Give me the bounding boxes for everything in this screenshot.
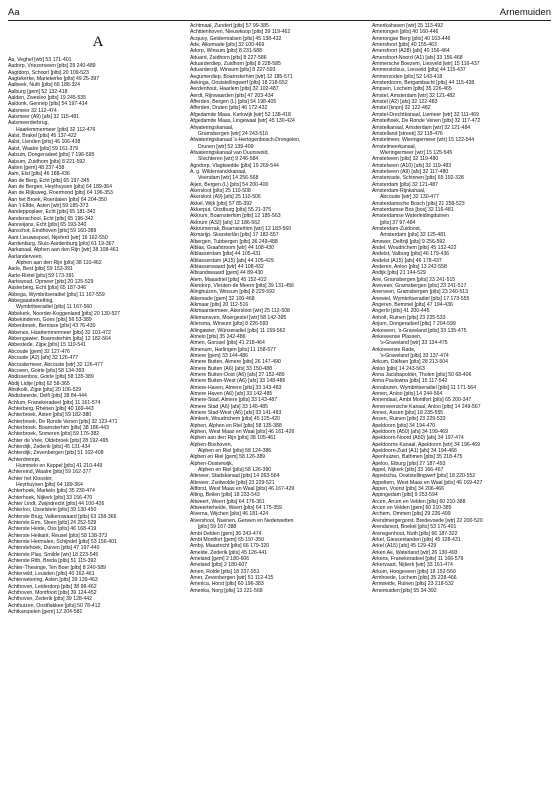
- index-entry: 's-Graveland [wtr] 33 134-475: [380, 340, 448, 347]
- index-entry: Arkum, Hoogeveen [plts] 18 152-560: [372, 568, 456, 575]
- index-entry: Ammerzoden [plts] 52 143-418: [372, 73, 443, 80]
- index-entry: Almere Buiten-West (A6) [afs] 33 148-486: [190, 378, 286, 385]
- index-entry: Alblas, Graafstroom [wtr] 44 108-430: [190, 245, 275, 252]
- index-entry: Aan de Rijksweg, Roermond [plts] 64 196-353: [8, 190, 113, 197]
- index-entry: Almere Buiten, Almere [plts] 26 147-490: [190, 359, 281, 366]
- index-entry: 's-Graveland [plts] 33 137-474: [380, 352, 449, 359]
- index-entry: Achttienhoven, Nieuwkoop [plts] 39 119-462: [190, 29, 291, 36]
- index-entry: Alkmaar [plts] 20 112-516: [190, 302, 249, 309]
- index-entry: Afgedamde Maas, Lingewaal [wtr] 45 130-424: [190, 118, 295, 125]
- index-entry: Alting, Beilen [plts] 18 233-543: [190, 492, 260, 499]
- index-entry: Achterloo, IJsselstein [plts] 39 130-450: [8, 507, 97, 514]
- index-entry: Amen, Rolde [plts] 18 237-551: [190, 568, 260, 575]
- index-entry: Achterste Hermalen, Schijndel [plts] 53 156-401: [8, 539, 117, 546]
- index-entry: Ansen, Ruinen [plts] 23 229-533: [372, 416, 446, 423]
- index-entry: Armhoede, Lochem [plts] 35 228-466: [372, 574, 457, 581]
- index-entry: Abdisbeerde, Delfi [plts] 38 84-444: [8, 393, 87, 400]
- index-entry: Aalbeek, Nuth [plts] 66 188-324: [8, 82, 81, 89]
- index-entry: Alphen, Alphen en Riel [plts] 58 135-388: [190, 422, 282, 429]
- index-entry: Aaldonk, Gennep [plts] 54 197-414: [8, 101, 88, 108]
- index-entry: Achterbroek, Asten [plts] 59 182-380: [8, 412, 92, 419]
- index-entry: Aanneijans, Echt [plts] 65 193-340: [8, 221, 87, 228]
- index-entry: Amsterdamse Bos [bos] 32 116-481: [372, 206, 454, 213]
- index-entry: Alphen en Riel [plts] 58 126-390: [198, 467, 272, 474]
- index-entry: Achterdrempt,: [8, 456, 41, 463]
- index-entry: Aalsmeer (A9) [afs] 32 115-481: [8, 114, 80, 121]
- index-entry: Amersfoort [plts] 40 155-463: [372, 42, 437, 49]
- index-entry: Aduarderzijl, Winsum [plts] 8 227-593: [190, 67, 276, 74]
- index-entry: Achterwetering, Asten [plts] 39 139-463: [8, 577, 98, 584]
- index-entry: Ameide, Zederik [plts] 45 126-441: [190, 549, 268, 556]
- index-entry: Alverna, Wijchen [plts] 46 181-424: [190, 511, 269, 518]
- index-entry: Apenhuizen, Bathmen [plts] 35 218-475: [372, 454, 463, 461]
- index-entry: Alem, Maasdriel [plts] 45 152-422: [190, 276, 267, 283]
- index-entry: Andijk [plts] 21 144-529: [372, 270, 426, 277]
- index-entry: Angerlo [plts] 41 200-445: [372, 308, 430, 315]
- index-entry: Achterste Plas, Smilde [wtr] 18 223-545: [8, 551, 99, 558]
- index-entry: Allersma, Winsum [plts] 8 226-593: [190, 321, 269, 328]
- index-entry: Aerdenhout, Haarlem [plts] 32 102-487: [190, 86, 279, 93]
- index-entry: Appeltern, West Maas en Waal [plts] 46 169-427: [372, 479, 483, 486]
- index-entry: Amstelhoek, De Ronde Venen [plts] 32 117-472: [372, 118, 481, 125]
- index-entry: Abbekerk, Noorder-Koggenland [plts] 20 130-527: [8, 310, 121, 317]
- index-entry: Aerdt, Rijnwaarden [plts] 47 203-434: [190, 92, 274, 99]
- index-entry: Amerongse Berg [plts] 40 163-446: [372, 35, 451, 42]
- index-entry: Amersfoort (A28) [afs] 40 156-464: [372, 48, 450, 55]
- index-entry: Akkerput, Oostburg [plts] 55 21-375: [190, 206, 272, 213]
- index-entry: Achterbroek, De Ronde Venen [plts] 32 123-471: [8, 418, 118, 425]
- index-entry: Amstelveen (A9) [afs] 32 117-480: [372, 168, 449, 175]
- index-entry: Apeldoorn-Zuid (A1) [afs] 34 194-466: [372, 448, 457, 455]
- index-entry: Almere [gem] 33 144-486: [190, 352, 249, 359]
- index-entry: Alblasserdam (A15) [afs] 44 105-429: [190, 257, 274, 264]
- index-entry: Aalsum, Zuidhorn [plts] 8 221-592: [8, 158, 86, 165]
- header-rule: [8, 20, 551, 21]
- index-entry: Achthuizen, Oostflakkee [plts] 50 78-412: [8, 602, 101, 609]
- index-entry: Amersfoort-Noord (A1) [afs] 33 156-468: [372, 54, 463, 61]
- index-entry: Afwateringskanaal,: [190, 124, 234, 131]
- index-entry: Alphen aan den Rijn [plts] 38 105-461: [190, 435, 277, 442]
- index-entry: Amstelveen (A10) [afs] 32 119-483: [372, 162, 452, 169]
- index-entry: Alphen en Riel [plts] 58 124-386: [198, 448, 272, 455]
- index-entry: Amswer, Delfzijl [plts] 9 256-592: [372, 238, 446, 245]
- index-entry: Almere Stad-West (A6) [afs] 33 141-483: [190, 409, 282, 416]
- index-entry: Aduarderdiep, Zuidhorn [plts] 8 228-585: [190, 61, 281, 68]
- letter-heading: A: [92, 34, 104, 50]
- index-entry: Anerveen, Gramsbergen [plts] 23 240-513: [372, 289, 469, 296]
- index-entry: Achterdijk, Zederik [plts] 45 131-434: [8, 443, 91, 450]
- index-entry: Almere-Haven, Almere [plts] 33 143-483: [190, 384, 282, 391]
- index-entry: Wieringermeer [wtr] 15 125-545: [380, 149, 453, 156]
- index-entry: Afwateringskanaal 's-Hertogenbosch-Drongelen,: [190, 137, 301, 144]
- index-entry: Almere Stad (A6) [afs] 33 146-485: [190, 403, 269, 410]
- index-entry: Annerveensche Kanaal, Anloo [plts] 14 249-567: [372, 403, 481, 410]
- index-entry: Achtkarspelen [gem] 12 204-581: [8, 608, 83, 615]
- index-entry: Aardenburg, Sluis-Aardenburg [plts] 61 19-367: [8, 240, 115, 247]
- index-entry: Anewiel, Wymbritseradiel [plts] 17 173-555: [372, 295, 470, 302]
- index-entry: Almkerk, Woudrichem [plts] 45 125-420: [190, 416, 280, 423]
- index-entry: Almere Buiten (A6) [afs] 33 150-488: [190, 365, 273, 372]
- index-entry: Almere Buiten-Oost (A6) [afs] 27 152-489: [190, 371, 285, 378]
- index-entry: Armweide, Ruinen [plts] 23 218-532: [372, 581, 454, 588]
- index-entry: Aalst, Lienden [plts] 46 166-438: [8, 139, 81, 146]
- index-entry: Aa, Veghel [wtr] 53 171-401: [8, 57, 72, 63]
- index-entry: Angeren, Bemmel [plts] 47 194-436: [372, 302, 453, 309]
- index-entry: Amsterdam-Rijnkanaal,: [372, 187, 426, 194]
- index-entry: Achterste Heikant, Reusel [plts] 58 138-373: [8, 532, 108, 539]
- index-entry: Aalsmeer 32 112-474: [8, 107, 57, 114]
- index-entry: Aan het Broek, Roerdalen [plts] 64 204-350: [8, 196, 107, 203]
- index-entry: Aalten [gem] 48 237-438: [8, 164, 65, 171]
- index-entry: Abbega, Wymbritseradiel [plts] 11 167-559: [8, 291, 105, 298]
- index-entry: Arendsnest, Boekel [plts] 53 176-401: [372, 524, 457, 531]
- index-entry: Aegumerdiep, Boarnsterhim [wtr] 12 185-571: [190, 73, 293, 80]
- index-entry: Amerongen [plts] 40 160-446: [372, 29, 439, 36]
- index-entry: Annaburen, Wymbritseradiel [plts] 11 171-564: [372, 384, 477, 391]
- index-entry: Alendorp, Vleuten-de Meern [plts] 39 131-456: [190, 283, 295, 290]
- index-entry: Ammersche Boezem, Liesveld [wtr] 15 116-437: [372, 61, 480, 68]
- index-entry: Achterste Erm, Sleen [plts] 24 252-529: [8, 520, 97, 527]
- index-entry: Andel, Woudrichem [plts] 45 132-422: [372, 245, 457, 252]
- index-entry: Archem, Ommen [plts] 29 226-499: [372, 511, 451, 518]
- index-entry: Appel, Nijkerk [plts] 33 166-467: [372, 467, 444, 474]
- index-entry: Abdissenbos, Goirle [plts] 58 135-389: [8, 374, 94, 381]
- index-entry: Almenum, Harlingen [plts] 11 158-577: [190, 346, 276, 353]
- index-entry: Akkrum (A32) [afs] 12 186-562: [190, 219, 261, 226]
- index-entry: Achter-Thesinge, Ten Boer [plts] 8 240-589: [8, 564, 106, 571]
- index-entry: Annex, Assen [plts] 18 235-555: [372, 409, 444, 416]
- index-entry: Aan de Bergen, Heythuysen [plts] 64 189-364: [8, 183, 113, 190]
- index-entry: Aalsum, Dongeradeel [plts] 7 196-595: [8, 152, 95, 159]
- index-entry: Akkel, Wijk [plts] 57 85-392: [190, 200, 252, 207]
- index-entry: Amsterdoorn, Bergambacht [plts] 44 115-438: [372, 80, 475, 87]
- index-entry: Amstelland [streek] 32 118-476: [372, 130, 443, 137]
- index-entry: America, Horst [plts] 60 196-383: [190, 581, 264, 588]
- index-entry: Afferden, Bergen (L) [plts] 54 198-405: [190, 99, 277, 106]
- index-entry: Aandenschool, Echt [plts] 65 196-342: [8, 215, 94, 222]
- index-entry: Amstelkanaal, Amsterdam [wtr] 32 121-484: [372, 124, 471, 131]
- index-entry: Achterveld, Leusden [plts] 40 162-461: [8, 570, 95, 577]
- index-entry: Haarlemmermeer [plts] 32 112-476: [16, 126, 96, 133]
- index-entry: Abdij Lidije [plts] 62 58-365: [8, 380, 70, 387]
- index-entry: Amsterdam-Zuidoost,: [372, 226, 422, 232]
- index-entry: Achterste Heide, Oss [plts] 46 168-419: [8, 526, 97, 533]
- index-entry: Aandeppoplaer, Echt [plts] 65 181-342: [8, 209, 96, 216]
- index-entry: Achthoven, Montfoort [plts] 39 124-452: [8, 589, 97, 596]
- index-entry: Altweert, Weert [plts] 64 176-361: [190, 498, 265, 505]
- index-entry: Arnemuiden [plts] 55 34-392: [372, 587, 437, 594]
- index-entry: Achthoven, Leiderdorp [plts] 38 98-462: [8, 583, 97, 590]
- index-entry: Amstelveen [plts] 32 119-480: [372, 156, 439, 163]
- index-entry: Amstenrade, Schinnen [plts] 65 192-328: [372, 175, 464, 182]
- index-entry: Arendmergergorst, Bredevoede [wtr] 22 200-520: [372, 517, 483, 524]
- index-entry: Altweerterheide, Weert [plts] 64 175-359: [190, 505, 282, 512]
- index-entry: Aagtdorp, Schoorl [plts] 20 109-523: [8, 69, 89, 76]
- index-entry: Akersloot (A9) [afs] 25 110-506: [190, 194, 261, 201]
- index-entry: Alblasserdam [plts] 44 105-431: [190, 251, 261, 258]
- index-entry: Ade, Alkemade [plts] 32 100-469: [190, 42, 265, 49]
- index-entry: Amsterdamsche Bosch [plts] 21 258-523: [372, 200, 465, 207]
- index-entry: Alkmaardermeer, Akersloot [wtr] 25 112-508: [190, 308, 290, 315]
- index-entry: Achter de Vree, Oldebroek [plts] 28 192-495: [8, 437, 109, 444]
- index-entry: Anderen, Anloo [plts] 13 242-558: [372, 264, 447, 271]
- index-entry: Aarle-Rixtel [plts] 59 173-391: [8, 272, 75, 279]
- index-entry: Abbekinderen, Goes [plts] 56 53-389: [8, 317, 92, 324]
- index-entry: Achterstehoek, Duiven [plts] 47 197-440: [8, 545, 100, 552]
- index-entry: Alphen en Riel [gem] 58 126-389: [190, 454, 266, 461]
- index-entry: Amerika, Norg [plts] 13 221-568: [190, 587, 263, 594]
- index-entry: Amsterdamse Waterleidingduinen: [372, 213, 449, 220]
- index-entry: Alphen-Boshoven,: [190, 441, 233, 448]
- index-entry: Apeldoorns Kanaal, Apeldoorn [wtr] 34 196-469: [372, 441, 481, 448]
- index-entry: Abbegaasterketting,: [8, 298, 54, 305]
- index-entry: [plts] 59 167-388: [198, 524, 237, 531]
- index-entry: Aadorp, Vriezenveen [plts] 29 240-489: [8, 63, 96, 70]
- index-entry: Wymbritseradiel [plts] 11 167-560: [16, 304, 93, 311]
- index-entry: Adorp, Winsum [plts] 8 231-588: [190, 48, 263, 55]
- index-entry: Albergen, Tubbergen [plts] 36 249-488: [190, 238, 278, 245]
- index-entry: Drunen [wtr] 52 139-409: [198, 143, 254, 150]
- index-entry: Aalst, Brakel [plts] 45 137-422: [8, 133, 77, 140]
- index-entry: Afferden, Druten [plts] 46 172-432: [190, 105, 268, 112]
- index-entry: Alphen-Oosterwijk,: [190, 460, 234, 467]
- index-entry: Ambt Montfort [gem] 65 197-350: [190, 536, 265, 543]
- index-entry: Anloo [plts] 14 243-563: [372, 365, 425, 372]
- index-entry: Abbenes, Haarlemmermeer [plts] 32 101-472: [8, 329, 111, 336]
- index-entry: Almelo [plts] 35 242-486: [190, 333, 246, 340]
- index-entry: Anna Paulowna [plts] 15 117-542: [372, 378, 448, 385]
- index-entry: Ampsen, Lochem [plts] 35 226-465: [372, 86, 452, 93]
- index-column-1: [8, 23, 188, 797]
- index-column-2: [190, 23, 370, 797]
- index-entry: Veendam [wtr] 14 256-568: [198, 175, 259, 182]
- index-entry: Almere-Stad, Almere [plts] 33 143-487: [190, 397, 278, 404]
- index-entry: Amsterdam [plts] 32 121-487: [372, 181, 439, 188]
- index-entry: Ameland [gem] 2 180-606: [190, 555, 250, 562]
- index-entry: Arensgenhout, Nuth [plts] 66 187-322: [372, 530, 458, 537]
- index-entry: Afgedamde Maas, Kerkwijk [wtr] 52 138-418: [190, 111, 291, 118]
- index-entry: Anna Jacobapolder, Tholen [plts] 50 68-406: [372, 371, 472, 378]
- index-entry: Arcen, Arcen en Velden [plts] 60 210-388: [372, 498, 466, 505]
- index-entry: Akkrum, Boarnsterhim [plts] 12 185-563: [190, 213, 281, 220]
- index-entry: Abbengawier, Boarnsterhim [plts] 12 182-564: [8, 336, 111, 343]
- index-entry: Aduard, Zuidhorn [plts] 8 227-586: [190, 54, 267, 61]
- index-entry: Achterbroek, Boarnsterhim [plts] 38 186-443: [8, 424, 109, 431]
- index-entry: Arkens, Franekeradeel [plts] 11 166-579: [372, 555, 464, 562]
- index-entry: Ameland [plts] 2 180-607: [190, 562, 248, 569]
- index-entry: Aan 't Elfde, Asten [wtr] 59 185-373: [8, 202, 89, 209]
- index-entry: Ankum, Dalfsen [plts] 28 213-504: [372, 359, 449, 366]
- index-entry: Appelscha, Ooststellingwerf [plts] 18 220-552: [372, 473, 476, 480]
- index-entry: Alteveer, Stadskanaal [plts] 14 263-564: [190, 473, 280, 480]
- index-entry: Ane, Gramsbergen [plts] 23 241-515: [372, 276, 456, 283]
- index-entry: Amstel, Amsterdam [wtr] 32 121-482: [372, 92, 456, 99]
- index-entry: Aekinga, Ooststellingwerf [plts] 18 218-552: [190, 80, 288, 87]
- index-entry: Amsterdam [plts] 32 125-481: [380, 232, 447, 239]
- index-entry: Anjum, Dongeradeel [plts] 7 204-599: [372, 321, 456, 328]
- index-entry: Abcoven, Goirle [plts] 58 134-393: [8, 367, 85, 374]
- index-entry: Achterhoek, Nijkerk [plts] 33 156-470: [8, 494, 93, 501]
- index-entry: Aalst, Waalre [plts] 59 161-379: [8, 145, 79, 152]
- index-entry: Apeloo, Elburg [plts] 27 187-493: [372, 460, 446, 467]
- index-entry: Appingedam [plts] 9 253-594: [372, 492, 438, 499]
- index-entry: Alblasserwaard [wtr] 44 108-432: [190, 264, 264, 271]
- index-entry: Aijen, Bergen (L) [plts] 54 200-400: [190, 181, 269, 188]
- index-entry: Aam, Elst [plts] 46 188-436: [8, 171, 70, 178]
- index-entry: Ambt Delden [gem] 36 243-474: [190, 530, 262, 537]
- page-header: [8, 6, 551, 20]
- index-entry: Abcoude (A2) [afs] 32 126-477: [8, 355, 79, 362]
- index-entry: Amstelmeerkanaal,: [372, 143, 416, 150]
- index-entry: Amstel [knpn] 32 122-482: [372, 105, 431, 112]
- index-entry: Amby, Maastricht [plts] 66 179-320: [190, 543, 270, 550]
- index-entry: Apeldoorn [plts] 34 194-470: [372, 422, 436, 429]
- index-entry: Ankeveen, 's-Graveland [plts] 33 135-475: [372, 327, 467, 334]
- index-entry: Aartswoud, Opmeer [plts] 20 125-529: [8, 279, 94, 286]
- index-entry: Akkrumerrak, Boarnsterhim [wtr] 12 183-560: [190, 226, 292, 232]
- index-entry: Achtmaal, Zundert [plts] 57 99-385: [190, 23, 269, 29]
- index-entry: Abcoude [wtr] 32 130-477: [380, 194, 439, 201]
- index-entry: Albrandswaard [gem] 44 89-430: [190, 270, 264, 277]
- index-entry: Allingawier, Wûnseradiel [plts] 11 159-562: [190, 327, 286, 334]
- index-entry: Achtereind, Waalre [plts] 59 162-377: [8, 469, 92, 476]
- index-entry: Afwateringskanaal van Duurswold,: [190, 149, 269, 156]
- index-entry: Annen, Anloo [plts] 14 244-564: [372, 390, 443, 397]
- index-entry: Achterdijk, Zevenbergen [plts] 51 102-408: [8, 450, 104, 457]
- index-entry: Achter Lindt, Zwijndrecht [plts] 44 100-426: [8, 501, 105, 508]
- index-entry: Ankeveense Rade,: [372, 346, 416, 353]
- index-entry: Aalburg [gem] 52 132-418: [8, 88, 68, 95]
- index-entry: Abbenbroek, Bernisse [plts] 43 76-430: [8, 323, 96, 330]
- running-head-right: Arnemuiden: [499, 7, 551, 18]
- index-entry: Andelst (A15) [afs] 46 178-437: [372, 257, 442, 264]
- index-column-3: [372, 23, 552, 797]
- index-entry: Aalsmeerderbrug,: [8, 120, 49, 127]
- index-entry: Abcoudermeer, Abcoude [wtr] 32 126-477: [8, 361, 103, 368]
- index-entry: Amstel (A2) [afs] 32 122-483: [372, 99, 438, 106]
- index-entry: Altforst, West Maas en Waal [plts] 46 167-429: [190, 486, 295, 493]
- index-entry: Apeldoorn-Noord (A50) [afs] 34 197-474: [372, 435, 464, 442]
- index-entry: Ammerstolsus, Liesveld [plts] 44 115-437: [372, 67, 466, 74]
- index-columns: [8, 23, 553, 797]
- index-entry: Alphen aan den Rijn [plts] 38 110-462: [16, 260, 102, 266]
- index-entry: Almere Haven (A6) [afs] 33 142-485: [190, 390, 273, 397]
- index-entry: Arkel (A15) [afs] 45 129-429: [372, 543, 437, 550]
- index-entry: Aarlanderveen,: [8, 253, 43, 260]
- index-entry: Achterste Rith, Breda [plts] 51 115-392: [8, 558, 97, 565]
- index-entry: Slochteren [wtr] 9 246-584: [198, 156, 259, 163]
- index-entry: Abstkolk, Zijpe [plts] 20 106-529: [8, 386, 82, 393]
- index-entry: Heythuysen [plts] 64 189-364: [16, 482, 83, 489]
- index-entry: Arken Ae, Waterland [wtr] 26 130-493: [372, 549, 458, 556]
- index-entry: Amerikahaven [wtr] 25 113-492: [372, 23, 444, 29]
- index-entry: Achthoven, Zederik [plts] 39 128-442: [8, 596, 93, 603]
- index-entry: Agodorp, Vlagtwedde [plts] 19 269-544: [190, 162, 279, 169]
- index-entry: Abbestede, Zijpe [plts] 15 110-541: [8, 342, 86, 349]
- index-entry: A. g. Wildervanckkanaal,: [190, 168, 247, 175]
- index-entry: Aneveen, Gramsbergen [plts] 23 241-517: [372, 283, 467, 290]
- index-entry: Aalden, Zweeloo [plts] 19 245-535: [8, 95, 87, 102]
- index-entry: Achterberg, Rhenen [plts] 40 169-443: [8, 405, 94, 412]
- index-entry: Arkel, Giessenlanden [plts] 45 128-431: [372, 536, 461, 543]
- index-entry: Appen, Voorst [plts] 34 206-466: [372, 486, 445, 493]
- index-entry: [plts] 37 97-484: [380, 219, 416, 226]
- index-entry: Achterhoek, Markelo [plts] 35 230-474: [8, 488, 95, 495]
- index-entry: Arcen en Velden [gem] 60 210-385: [372, 505, 452, 512]
- index-entry: Amstel-Drechtkanaal, Liemeer [wtr] 32 111-469: [372, 111, 479, 118]
- index-entry: Alkemade [gem] 32 100-468: [190, 295, 255, 302]
- index-entry: Allemansven, Moergestel [wtr] 58 142-395: [190, 314, 287, 321]
- index-entry: Aanschot, Eindhoven [plts] 59 160-389: [8, 228, 97, 235]
- index-entry: Akmarijp, Skarsterlân [plts] 17 182-557: [190, 232, 279, 239]
- index-entry: Abcoude [gem] 32 127-476: [8, 348, 71, 355]
- index-entry: Alphen, West Maas en Waal [plts] 46 161-426: [190, 429, 295, 435]
- index-entry: Alteveer, Zuidwolde [plts] 23 229-521: [190, 479, 275, 486]
- index-entry: Achterbroek, Someren [plts] 59 176-382: [8, 431, 100, 438]
- index-entry: Ankeveense Plassen,: [372, 333, 422, 340]
- index-entry: Andelst, Valburg [plts] 46 179-436: [372, 251, 450, 258]
- index-entry: Achlum, Franekeradeel [plts] 11 161-574: [8, 399, 101, 406]
- index-entry: Gramsbergen [wtr] 24 243-516: [198, 130, 269, 137]
- index-entry: Aasterberg, Echt [plts] 65 187-346: [8, 285, 87, 292]
- index-entry: Alinghuizen, Winsum [plts] 8 229-592: [190, 289, 275, 296]
- index-entry: Aant Lieuwespoel, Nijeferd [wtr] 16 162-550: [8, 234, 108, 241]
- index-entry: Apeldoorn (A50) [afs] 34 199-469: [372, 429, 449, 435]
- index-entry: Achterste Brug, Valkenswaard [plts] 63 158-366: [8, 513, 117, 520]
- index-entry: Acquoy, Geldermalsen [plts] 45 138-432: [190, 35, 282, 42]
- index-entry: Alvershool, Nuenen, Gerwen en Nederwetten: [190, 517, 294, 524]
- index-entry: Aan de Berg, Echt [plts] 65 197-345: [8, 177, 90, 184]
- index-entry: Amstelmeer, Wieringermeer [wtr] 15 122-544: [372, 137, 475, 144]
- index-entry: Aarle, Best [plts] 59 153-391: [8, 266, 73, 273]
- index-entry: Aagtekerke, Mariekerke [plts] 49 25-397: [8, 76, 100, 83]
- index-entry: Akersloot [plts] 25 110-508: [190, 187, 251, 194]
- index-entry: Anholt, Ruinen [plts] 23 225-533: [372, 314, 446, 321]
- running-head-left: Aa: [8, 7, 20, 18]
- index-entry: Amer, Zevenbergen [wtr] 51 112-415: [190, 574, 274, 581]
- index-entry: Almen, Gorssel [plts] 41 218-464: [190, 340, 265, 347]
- index-entry: Aarkanaal, Alphen aan den Rijn [wtr] 38 108-461: [8, 247, 119, 254]
- index-entry: Hummelo en Keppel [plts] 41 210-449: [16, 463, 103, 469]
- index-entry: Annendaal, Ambt Montfort [plts] 65 200-347: [372, 397, 472, 404]
- index-entry: Achter het Klooster,: [8, 475, 53, 482]
- index-entry: Arkervaart, Nijkerk [wtr] 33 161-474: [372, 562, 453, 569]
